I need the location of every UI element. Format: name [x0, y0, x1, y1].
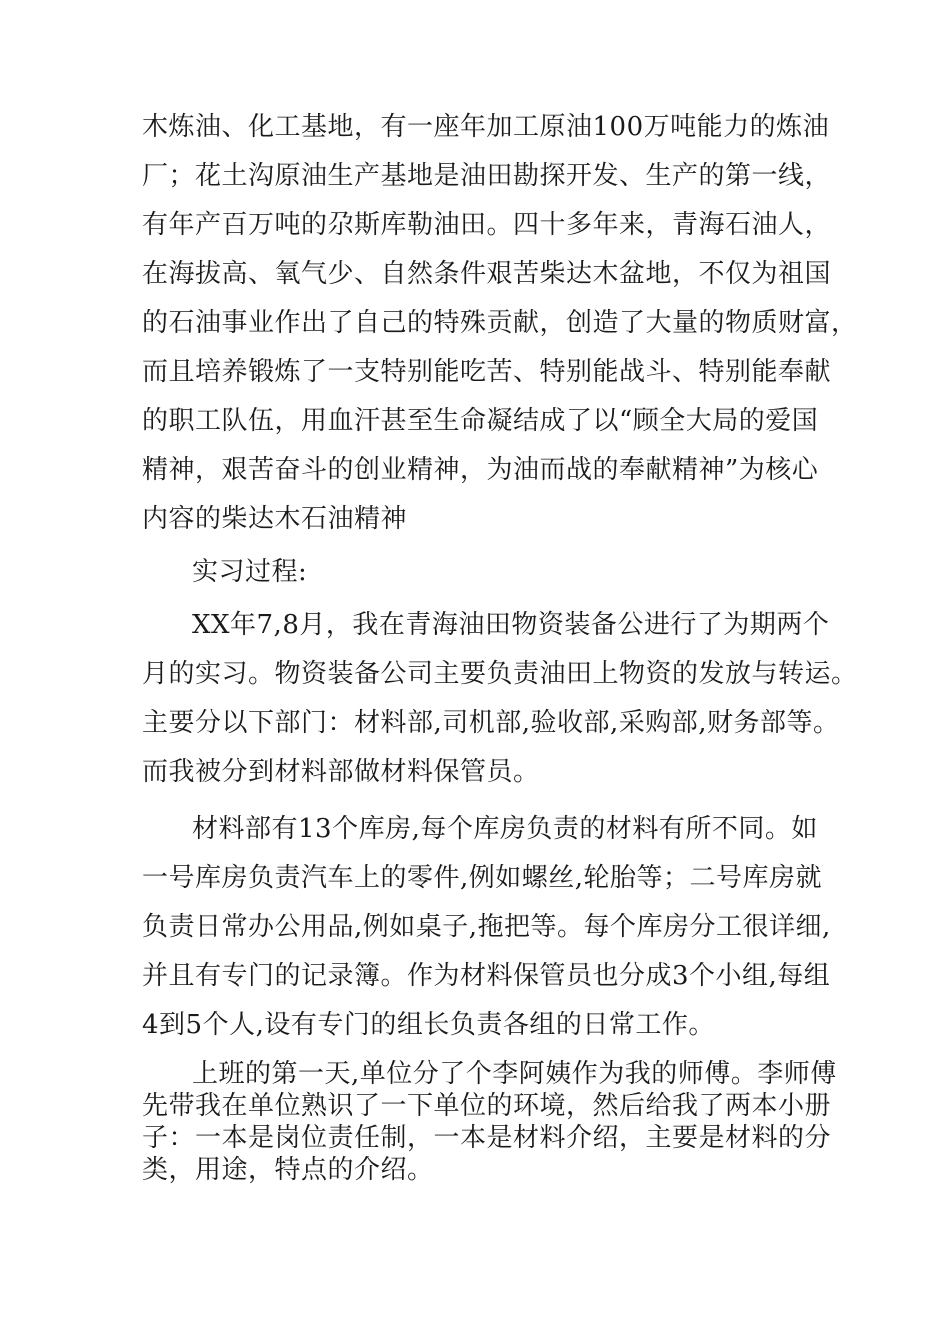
- text-line: 材料部有13个库房,每个库房负责的材料有所不同。如: [192, 814, 818, 844]
- text-line: 的职工队伍，用血汗甚至生命凝结成了以“顾全大局的爱国: [142, 406, 819, 436]
- text-line: 精神，艰苦奋斗的创业精神，为油而战的奉献精神”为核心: [142, 455, 819, 485]
- text-line: 而我被分到材料部做材料保管员。: [142, 757, 540, 787]
- text-line: 实习过程:: [192, 557, 308, 587]
- text-line: 先带我在单位熟识了一下单位的环境，然后给我了两本小册: [142, 1091, 832, 1121]
- text-line: 厂；花土沟原油生产基地是油田勘探开发、生产的第一线，: [142, 161, 832, 191]
- text-line: 内容的柴达木石油精神: [142, 504, 408, 534]
- text-line: 而且培养锻炼了一支特别能吃苦、特别能战斗、特别能奉献: [142, 357, 832, 387]
- text-line: 4到5个人,设有专门的组长负责各组的日常工作。: [142, 1010, 715, 1040]
- text-line: 有年产百万吨的尕斯库勒油田。四十多年来，青海石油人，: [142, 210, 832, 240]
- paragraph-oilfield-intro: [142, 103, 858, 544]
- document-page: [142, 103, 858, 1186]
- section-heading: [142, 548, 832, 597]
- text-line: 主要分以下部门：材料部,司机部,验收部,采购部,财务部等。: [142, 708, 840, 738]
- text-line: 上班的第一天,单位分了个李阿姨作为我的师傅。李师傅: [192, 1059, 837, 1089]
- text-line: 月的实习。物资装备公司主要负责油田上物资的发放与转运。: [142, 659, 858, 689]
- text-line: XX年7,8月，我在青海油田物资装备公进行了为期两个: [192, 610, 830, 640]
- paragraph-materials-department: [142, 805, 832, 1050]
- text-line: 木炼油、化工基地，有一座年加工原油100万吨能力的炼油: [142, 112, 830, 142]
- paragraph-internship-overview: [142, 601, 858, 797]
- text-line: 的石油事业作出了自己的特殊贡献，创造了大量的物质财富，: [142, 308, 858, 338]
- text-line: 在海拔高、氧气少、自然条件艰苦柴达木盆地，不仅为祖国: [142, 259, 832, 289]
- text-line: 负责日常办公用品,例如桌子,拖把等。每个库房分工很详细,: [142, 912, 831, 942]
- paragraph-first-day: [142, 1058, 837, 1186]
- text-line: 子：一本是岗位责任制，一本是材料介绍，主要是材料的分: [142, 1123, 832, 1153]
- text-line: 类，用途，特点的介绍。: [142, 1155, 434, 1185]
- text-line: 一号库房负责汽车上的零件,例如螺丝,轮胎等；二号库房就: [142, 863, 823, 893]
- text-line: 并且有专门的记录簿。作为材料保管员也分成3个小组,每组: [142, 961, 831, 991]
